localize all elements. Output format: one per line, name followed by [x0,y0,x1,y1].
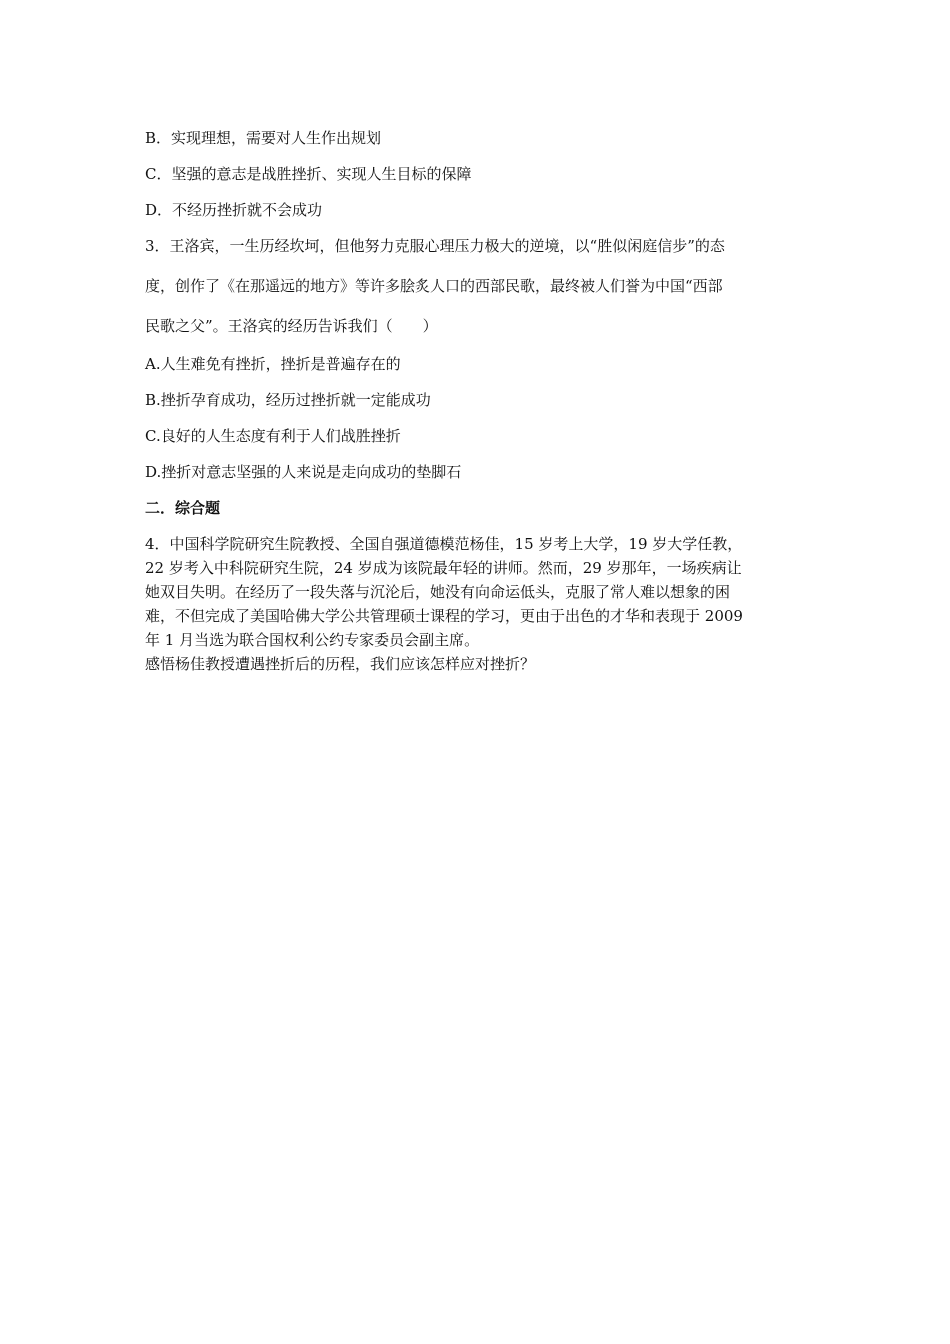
q4-line-3: 她双目失明。在经历了一段失落与沉沦后，她没有向命运低头，克服了常人难以想象的困 [145,583,731,601]
q3-option-d: D.挫折对意志坚强的人来说是走向成功的垫脚石 [145,463,462,481]
q3-option-c: C.良好的人生态度有利于人们战胜挫折 [145,427,401,445]
q4-line-1: 4．中国科学院研究生院教授、全国自强道德模范杨佳，15 岁考上大学，19 岁大学任教， [145,535,743,553]
q4-question: 感悟杨佳教授遭遇挫折后的历程，我们应该怎样应对挫折？ [145,655,536,673]
q2-option-d: D．不经历挫折就不会成功 [145,201,323,219]
q4-line-4: 难，不但完成了美国哈佛大学公共管理硕士课程的学习，更由于出色的才华和表现于 2009 [145,607,743,625]
section-heading: 二．综合题 [145,499,221,517]
q4-line-5: 年 1 月当选为联合国权利公约专家委员会副主席。 [145,631,480,649]
q3-option-b: B.挫折孕育成功，经历过挫折就一定能成功 [145,391,431,409]
q3-stem-line-3: 民歌之父”。王洛宾的经历告诉我们（ ） [145,317,438,335]
q4-paragraph [145,532,815,676]
q2-option-b: B．实现理想，需要对人生作出规划 [145,129,382,147]
q3-stem-line-1: 3．王洛宾，一生历经坎坷，但他努力克服心理压力极大的逆境，以“胜似闲庭信步”的态 [145,237,725,255]
q4-line-2: 22 岁考入中科院研究生院，24 岁成为该院最年轻的讲师。然而，29 岁那年，一场疾病让 [145,559,742,577]
q3-option-a: A.人生难免有挫折，挫折是普遍存在的 [145,355,401,373]
q3-stem-line-2: 度，创作了《在那遥远的地方》等许多脍炙人口的西部民歌，最终被人们誉为中国“西部 [145,277,723,295]
q2-option-c: C．坚强的意志是战胜挫折、实现人生目标的保障 [145,165,472,183]
